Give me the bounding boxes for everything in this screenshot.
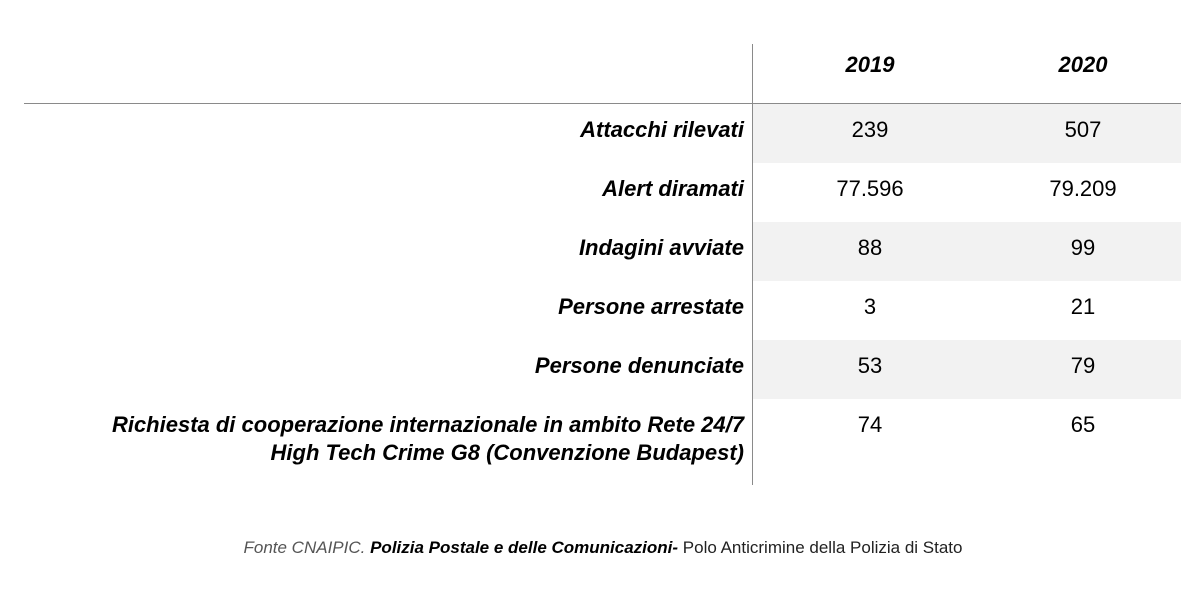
row-label-line-1: Richiesta di cooperazione internazionale in ambito Rete 24/7 bbox=[111, 412, 744, 437]
value-2019: 239 bbox=[851, 117, 889, 142]
value-2020: 99 bbox=[1070, 235, 1096, 260]
value-2019: 77.596 bbox=[836, 176, 904, 201]
column-header-2019: 2019 bbox=[845, 52, 895, 77]
row-label-line-2: High Tech Crime G8 (Convenzione Budapest) bbox=[270, 440, 744, 465]
table-row bbox=[0, 104, 1181, 163]
row-label: Alert diramati bbox=[602, 176, 744, 201]
row-label bbox=[112, 411, 744, 467]
table-row bbox=[0, 281, 1181, 340]
value-2019: 53 bbox=[857, 353, 883, 378]
value-2019: 88 bbox=[857, 235, 883, 260]
value-2020: 79.209 bbox=[1049, 176, 1117, 201]
source-footer bbox=[0, 538, 1200, 558]
row-label: Persone arrestate bbox=[558, 294, 744, 319]
table-row bbox=[0, 222, 1181, 281]
table-body bbox=[0, 104, 1181, 489]
row-label: Persone denunciate bbox=[534, 353, 744, 378]
value-2020: 79 bbox=[1070, 353, 1096, 378]
table-row bbox=[0, 399, 1181, 489]
footer-source: Fonte CNAIPIC. bbox=[243, 538, 371, 557]
table-row bbox=[0, 340, 1181, 399]
value-2020: 507 bbox=[1064, 117, 1102, 142]
footer-organization: Polizia Postale e delle Comunicazioni- bbox=[370, 538, 679, 557]
footer-rest: Polo Anticrimine della Polizia di Stato bbox=[678, 538, 963, 557]
column-header-2020: 2020 bbox=[1058, 52, 1108, 77]
value-2019: 74 bbox=[857, 412, 883, 437]
table-row bbox=[0, 163, 1181, 222]
row-label: Attacchi rilevati bbox=[580, 117, 744, 142]
value-2020: 21 bbox=[1070, 294, 1096, 319]
value-2019: 3 bbox=[863, 294, 877, 319]
value-2020: 65 bbox=[1070, 412, 1096, 437]
row-label: Indagini avviate bbox=[578, 235, 744, 260]
